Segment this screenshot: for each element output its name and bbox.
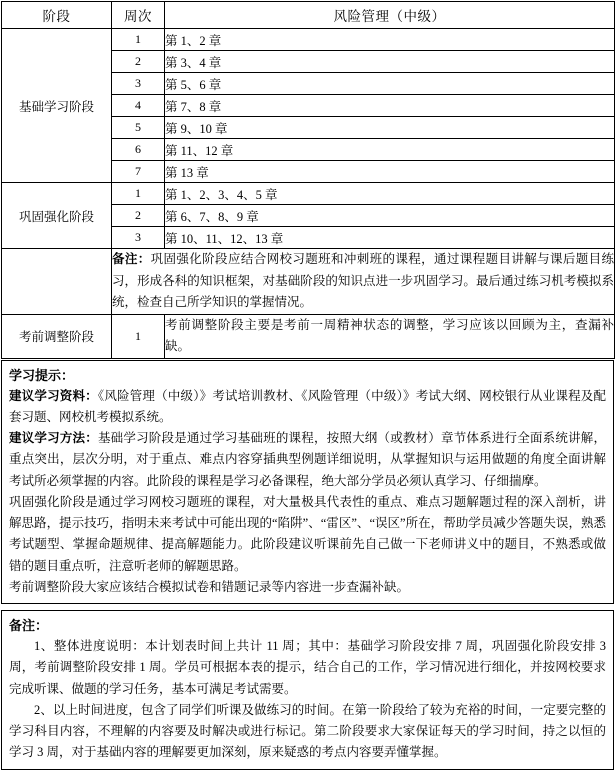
consolidation-note-cell	[112, 249, 615, 315]
table-header-row	[2, 2, 615, 29]
consolidation-stage-paragraph: 巩固强化阶段是通过学习网校习题班的课程，对大量极具代表性的重点、难点习题解题过程的深入剖析，讲解思路，提示技巧，指明未来考试中可能出现的“陷阱”、“雷区”、“误区”所在，帮助学员减少答题失误，熟悉考试题型、掌握命题规律、提高解题能力。此阶段建议听课前先自己做一下老师讲义中的题目，不熟悉或做错的题目重点听，注意听老师的解题思路。	[9, 494, 606, 573]
week-number: 2	[112, 205, 165, 227]
study-plan-document	[0, 1, 615, 780]
course-content: 第 1、2、3、4、5 章	[165, 183, 615, 205]
table-row-note	[2, 249, 615, 315]
remark-box	[1, 610, 614, 770]
suggested-materials-label: 建议学习资料：	[9, 388, 98, 403]
table-row	[2, 183, 615, 205]
column-header-week: 周次	[112, 2, 165, 29]
week-number: 1	[112, 314, 165, 358]
table-body	[2, 29, 615, 359]
week-number: 5	[112, 117, 165, 139]
remark-item-2: 2、以上时间进度，包含了同学们听课及做练习的时间。在第一阶段给了较为充裕的时间，一定要完整的学习科目内容，不理解的内容要及时解决或进行标记。第二阶段要求大家保证每天的学习时间，持之以恒的学习 3 周，对于基础内容的理解要更加深刻，原来疑惑的考点内容要弄懂掌握。	[9, 702, 606, 760]
week-number: 4	[112, 95, 165, 117]
course-content: 第 6、7、8、9 章	[165, 205, 615, 227]
suggested-method-text: 基础学习阶段是通过学习基础班的课程，按照大纲（或教材）章节体系进行全面系统讲解，重点突出，层次分明，对于重点、难点内容穿插典型例题详细说明，从掌握知识与运用做题的角度全面讲解考试所必须掌握的内容。此阶段的课程是学习必备课程，绝大部分学员必须认真学习、仔细揣摩。	[9, 431, 606, 488]
week-number: 1	[112, 29, 165, 51]
week-number: 3	[112, 73, 165, 95]
table-row	[2, 29, 615, 51]
course-content: 第 7、8 章	[165, 95, 615, 117]
study-tips-box	[1, 360, 614, 605]
course-content: 第 13 章	[165, 161, 615, 183]
course-content: 第 10、11、12、13 章	[165, 227, 615, 249]
week-number: 3	[112, 227, 165, 249]
course-content: 第 3、4 章	[165, 51, 615, 73]
column-header-stage: 阶段	[2, 2, 112, 29]
suggested-method-label: 建议学习方法：	[9, 431, 98, 446]
study-schedule-table	[1, 1, 615, 359]
course-content: 第 5、6 章	[165, 73, 615, 95]
course-content: 第 1、2 章	[165, 29, 615, 51]
suggested-materials-paragraph	[9, 386, 606, 429]
remark-title: 备注：	[9, 618, 49, 634]
course-content: 第 9、10 章	[165, 117, 615, 139]
study-tips-title: 学习提示：	[9, 367, 75, 383]
column-header-course: 风险管理（中级）	[165, 2, 615, 29]
remark-item-1: 1、整体进度说明：本计划表时间上共计 11 周；其中：基础学习阶段安排 7 周，巩固强化阶段安排 3 周，考前调整阶段安排 1 周。学员可根据本表的提示，结合自己的工作，学习情况进行细化，并按网校要求完成听课、做题的学习任务，基本可满足考试需要。	[9, 639, 606, 696]
pre-exam-stage-paragraph: 考前调整阶段大家应该结合模拟试卷和错题记录等内容进一步查漏补缺。	[9, 579, 410, 594]
stage-label-empty	[2, 249, 112, 315]
course-content: 考前调整阶段主要是考前一周精神状态的调整，学习应该以回顾为主，查漏补缺。	[165, 314, 615, 358]
course-content: 第 11、12 章	[165, 139, 615, 161]
note-text: 巩固强化阶段应结合网校习题班和冲刺班的课程，通过课程题目讲解与课后题目练习，形成各科的知识框架，对基础阶段的知识点进一步巩固学习。最后通过练习机考模拟系统，检查自己所学知识的掌握情况。	[112, 252, 614, 309]
table-header	[2, 2, 615, 29]
week-number: 1	[112, 183, 165, 205]
week-number: 2	[112, 51, 165, 73]
suggested-method-paragraph	[9, 428, 606, 492]
week-number: 7	[112, 161, 165, 183]
week-number: 6	[112, 139, 165, 161]
table-row	[2, 314, 615, 358]
stage-label-basic: 基础学习阶段	[2, 29, 112, 183]
stage-label-pre-exam: 考前调整阶段	[2, 314, 112, 358]
stage-label-consolidation: 巩固强化阶段	[2, 183, 112, 249]
suggested-materials-text: 《风险管理（中级）》考试培训教材、《风险管理（中级）》考试大纲、网校银行从业课程及配套习题、网校机考模拟系统。	[9, 388, 606, 424]
note-label: 备注：	[112, 252, 151, 266]
